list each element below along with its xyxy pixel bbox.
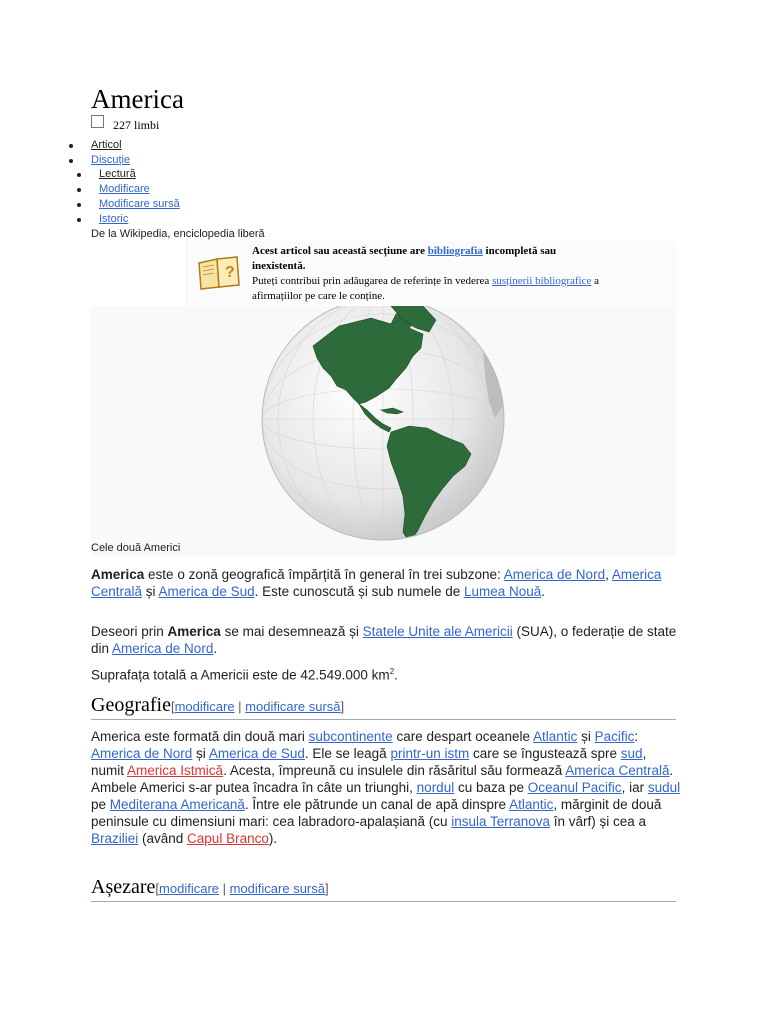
- link-america-istmica[interactable]: America Istmică: [127, 763, 224, 778]
- link-nordul[interactable]: nordul: [416, 780, 455, 795]
- bold-term: America: [91, 567, 145, 582]
- notice-bold-2: incompletă sau inexistentă.: [252, 245, 557, 272]
- link-braziliei[interactable]: Braziliei: [91, 831, 139, 846]
- link-istm[interactable]: printr-un istm: [390, 746, 470, 761]
- notice-link-bibliografia[interactable]: bibliografia: [427, 245, 483, 257]
- tab-modificare-sursa[interactable]: [99, 198, 180, 210]
- link-america-de-nord[interactable]: America de Nord: [503, 567, 606, 582]
- figure-caption: Cele două Americi: [91, 542, 181, 554]
- link-sud[interactable]: sud: [620, 746, 643, 761]
- section-heading-asezare: Așezare[modificare | modificare sursă]: [91, 876, 676, 902]
- link-america-de-sud-2[interactable]: America de Sud: [208, 746, 305, 761]
- geografie-paragraph: America este formată din două mari subcontinente care despart oceanele Atlantic și Pacific: America de Nord și America de Sud. Ele se leagă printr-un istm care se îngustează spre sud, numit America Istmică. Acesta, împreună cu insulele din răsăritul său formează America Centrală. Ambele Americi s-ar putea încadra în câte un triunghi, nordul cu baza pe Oceanul Pacific, iar sudul pe Mediterana Americană. Între ele pătrunde un canal de apă dinspre Atlantic, mărginit de două peninsule cu dimensiuni mari: cea labradoro-apalașiană (cu insula Terranova în vârf) și cea a Braziliei (având Capul Branco).: [91, 729, 681, 846]
- link-oceanul-pacific[interactable]: Oceanul Pacific: [527, 780, 622, 795]
- notice-bold-1: Acest articol sau această secțiune are: [252, 245, 428, 257]
- intro-paragraph-3: Suprafața totală a Americii este de 42.549.000 $km^2$.: [91, 667, 398, 683]
- notice-text-2: a afirmațiilor pe care le conține.: [252, 275, 599, 302]
- link-mediterana-americana[interactable]: Mediterana Americană: [109, 797, 245, 812]
- link-america-centrala[interactable]: America Centrală: [91, 567, 662, 599]
- link-america-centrala-2[interactable]: America Centrală: [565, 763, 670, 778]
- tab-articol[interactable]: [91, 139, 122, 151]
- book-icon: [195, 253, 243, 293]
- section-edit-links: [modificare | modificare sursă]: [170, 699, 345, 714]
- intro-paragraph-2: Deseori prin America se mai desemnează și Statele Unite ale Americii (SUA), o federație de state din America de Nord.: [91, 624, 677, 656]
- language-selector[interactable]: [91, 118, 159, 133]
- link-lumea-noua[interactable]: Lumea Nouă: [463, 584, 542, 599]
- site-tagline: De la Wikipedia, enciclopedia liberă: [91, 228, 265, 240]
- tab-articol-link[interactable]: Articol: [91, 139, 122, 151]
- notice-link-sustinerii[interactable]: susținerii bibliografice: [492, 275, 592, 287]
- link-statele-unite[interactable]: Statele Unite ale Americii: [362, 624, 513, 639]
- tab-discutie[interactable]: [91, 154, 130, 166]
- edit-link[interactable]: modificare: [159, 881, 219, 896]
- link-insula-terranova[interactable]: insula Terranova: [451, 814, 551, 829]
- tab-istoric[interactable]: [99, 213, 128, 225]
- link-subcontinente[interactable]: subcontinente: [308, 729, 393, 744]
- tab-discutie-link[interactable]: Discuție: [91, 154, 131, 166]
- bold-term: America: [167, 624, 221, 639]
- svg-text:?: ?: [225, 264, 235, 281]
- language-checkbox[interactable]: [91, 115, 104, 128]
- link-sudul[interactable]: sudul: [647, 780, 681, 795]
- intro-paragraph-1: America este o zonă geografică împărțită în general în trei subzone: America de Nord, America Centrală și America de Sud. Este cunoscută și sub numele de Lumea Nouă.: [91, 567, 662, 599]
- bibliography-notice: [186, 241, 677, 305]
- link-atlantic-2[interactable]: Atlantic: [509, 797, 554, 812]
- tab-modificare[interactable]: [99, 183, 150, 195]
- section-edit-links: [modificare | modificare sursă]: [155, 881, 329, 896]
- link-america-de-sud[interactable]: America de Sud: [158, 584, 255, 599]
- tab-modificare-link[interactable]: Modificare: [99, 183, 150, 195]
- tab-lectura-link[interactable]: Lectură: [99, 168, 136, 180]
- edit-source-link[interactable]: modificare sursă: [229, 881, 325, 896]
- globe-image: [91, 306, 676, 556]
- edit-source-link[interactable]: modificare sursă: [245, 699, 341, 714]
- section-heading-geografie: Geografie[modificare | modificare sursă]: [91, 694, 676, 720]
- tab-modificare-sursa-link[interactable]: Modificare sursă: [99, 198, 180, 210]
- language-count: 227 limbi: [113, 118, 160, 132]
- link-america-de-nord-3[interactable]: America de Nord: [91, 746, 193, 761]
- link-capul-branco[interactable]: Capul Branco: [187, 831, 269, 846]
- link-pacific[interactable]: Pacific: [594, 729, 635, 744]
- link-atlantic[interactable]: Atlantic: [533, 729, 578, 744]
- tab-lectura[interactable]: [99, 168, 136, 180]
- americas-globe-figure: [91, 306, 676, 556]
- notice-text-1: Puteți contribui prin adăugarea de referințe în vederea: [252, 275, 493, 287]
- page-title: America: [91, 84, 184, 114]
- edit-link[interactable]: modificare: [174, 699, 235, 714]
- tab-istoric-link[interactable]: Istoric: [99, 213, 129, 225]
- link-america-de-nord-2[interactable]: America de Nord: [112, 641, 214, 656]
